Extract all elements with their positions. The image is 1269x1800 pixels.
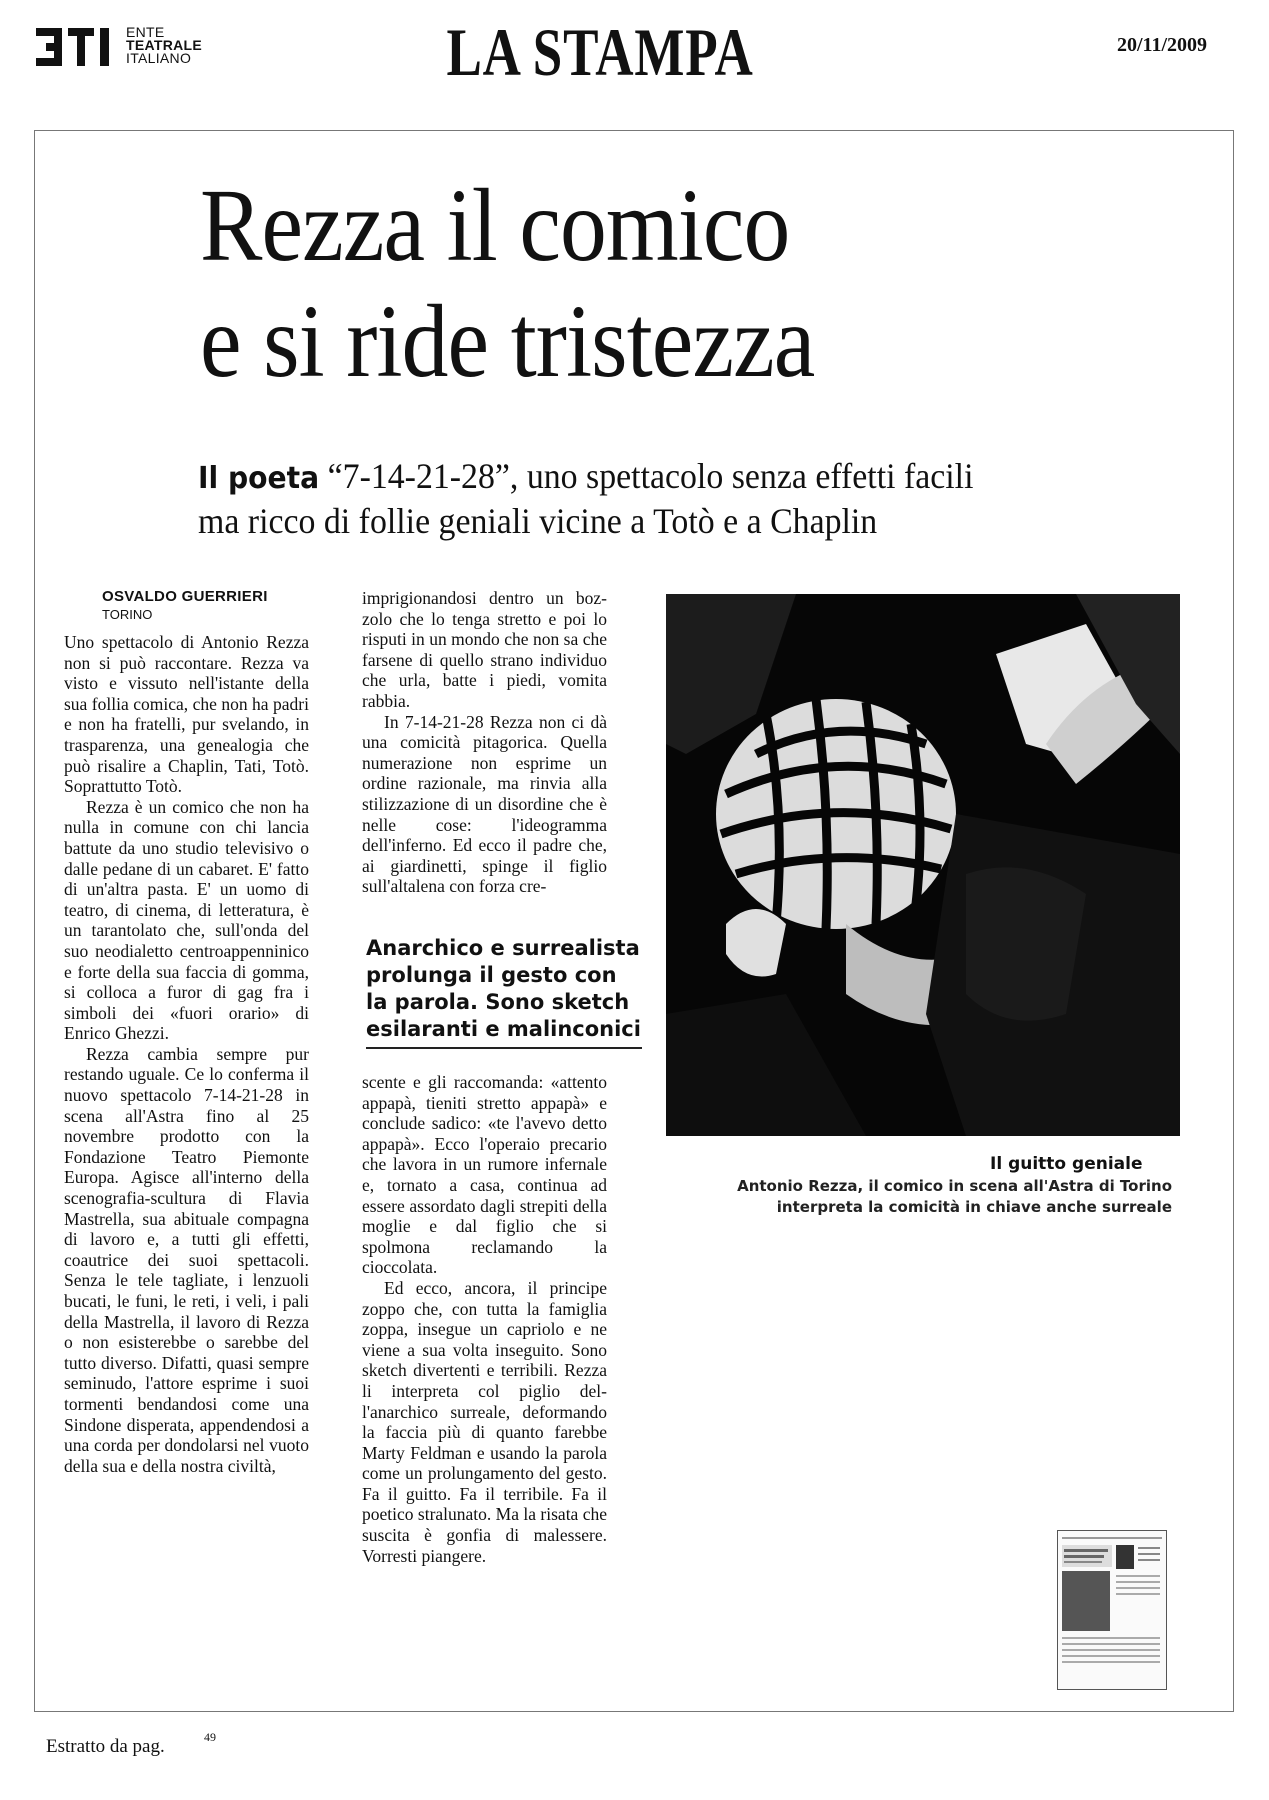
article-column-2-top — [362, 588, 607, 897]
eti-logo — [36, 26, 226, 70]
newspaper-masthead: LA STAMPA — [446, 14, 754, 90]
caption-line-2: interpreta la comicità in chiave anche surreale — [776, 1198, 1172, 1216]
dateline: TORINO — [102, 607, 153, 622]
eti-word-2: TEATRALE — [126, 37, 203, 53]
article-photo — [666, 594, 1180, 1136]
extract-label: Estratto da pag. — [46, 1736, 165, 1757]
paragraph: Rezza è un comico che non ha nulla in comune con chi lancia battute da uno studio televisivo o dalle pedane di un cabaret. E' fatto di un'altra pasta. E' un uomo di teatro, di cinema, di letteratura, è un tarantolato che, sull'onda del suo neodialetto centroappenninico e forte della sua faccia di gomma, si colloca a furor di gag fra i simboli dei «fuori orario» di Enrico Ghezzi. — [64, 796, 309, 1044]
pull-quote: Anarchico e surrealista prolunga il gesto con la parola. Sono sketch esilaranti e malinconici — [366, 935, 642, 1049]
paragraph: imprigionandosi dentro un bozzolo che lo tenga stretto e poi lo risputi in un mondo che non sa che farsene di quello strano individuo che urla, batte i piedi, vomita rabbia. — [362, 588, 607, 711]
byline: OSVALDO GUERRIERI — [102, 588, 268, 605]
deck-line-2: ma ricco di follie geniali vicine a Totò e a Chaplin — [198, 501, 878, 541]
photo-caption-title: Il guitto geniale — [990, 1154, 1143, 1174]
caption-line-1: Antonio Rezza, il comico in scena all'Astra di Torino — [737, 1177, 1172, 1195]
paragraph: Rezza cambia sempre pur restando uguale. Ce lo conferma il nuovo spettacolo 7-14-21-28 in scena all'Astra fino al 25 novembre prodotto con la Fondazione Teatro Piemonte Europa. Agisce all'interno della scenografia-scultura di Flavia Mastrella, sua abituale compagna di lavoro e, a tutti gli effetti, coautrice dei suoi spettacoli. Senza le tele tagliate, i lenzuoli bucati, le funi, le reti, i veli, i pali della Mastrella, il lavoro di Rezza o non esisterebbe o sarebbe del tutto diverso. Difatti, quasi sempre seminudo, l'attore esprime i suoi tormenti bendandosi come una Sindone disperata, appendendosi a una corda per dondolarsi nel vuoto della sua e della nostra civiltà, — [64, 1043, 309, 1476]
page-number: 49 — [204, 1730, 216, 1744]
deck-kicker: Il poeta — [198, 461, 320, 496]
headline-line-1: Rezza il comico — [200, 168, 790, 283]
eti-word-1: ENTE — [126, 24, 165, 40]
performer-photo-illustration — [666, 594, 1180, 1136]
photo-caption — [702, 1176, 1172, 1218]
page-thumbnail — [1057, 1530, 1167, 1690]
publication-date: 20/11/2009 — [1116, 34, 1207, 56]
paragraph: scente e gli raccomanda: «attento appapà, tieniti stretto appapà» e conclude sadico: «te l'avevo detto appapà». Ecco l'operaio precario che lavora in un rumore infernale e, tornato a casa, continua ad essere assordato dagli strepiti della moglie e dal figlio che si spolmona reclamando la cioccolata. — [362, 1072, 607, 1278]
paragraph: In 7-14-21-28 Rezza non ci dà una comicità pitagorica. Quella numerazione non esprime un ordine razionale, ma rinvia alla stilizzazione di un disordine che è nelle cose: l'ideogramma dell'inferno. Ed ecco il padre che, ai giardinetti, spinge il figlio sull'altalena con forza cre- — [362, 711, 607, 897]
article-deck — [198, 455, 1044, 542]
deck-line-1: “7-14-21-28”, uno spettacolo senza effetti facili — [319, 456, 974, 496]
page-thumbnail-image — [1058, 1531, 1166, 1689]
headline-line-2: e si ride tristezza — [200, 284, 815, 399]
paragraph: Uno spettacolo di Antonio Rezza non si può raccontare. Rezza va visto e vissuto nell'istante della sua follia comica, che non ha padri e non ha fratelli, pur svelando, in trasparenza, una genealogia che può risalire a Chaplin, Tati, Totò. Soprattutto Totò. — [64, 632, 309, 797]
eti-word-3: ITALIANO — [126, 50, 192, 66]
article-column-2-bottom — [362, 1072, 607, 1566]
eti-logo-mark — [36, 28, 118, 66]
article-column-1 — [64, 632, 309, 1476]
eti-wordmark — [126, 26, 202, 65]
paragraph: Ed ecco, ancora, il principe zoppo che, con tutta la famiglia zoppa, insegue un capriolo e ne viene a sua volta inseguito. Sono sketch divertenti e terribili. Rezza li interpreta col piglio dell'anarchico surreale, deformando la faccia più di quanto farebbe Marty Feldman e usando la parola come un prolungamento del gesto. Fa il guitto. Fa il terribile. Fa il poetico stralunato. Ma la risata che suscita è gonfia di malessere. Vorresti piangere. — [362, 1277, 607, 1566]
article-headline — [200, 168, 1010, 400]
